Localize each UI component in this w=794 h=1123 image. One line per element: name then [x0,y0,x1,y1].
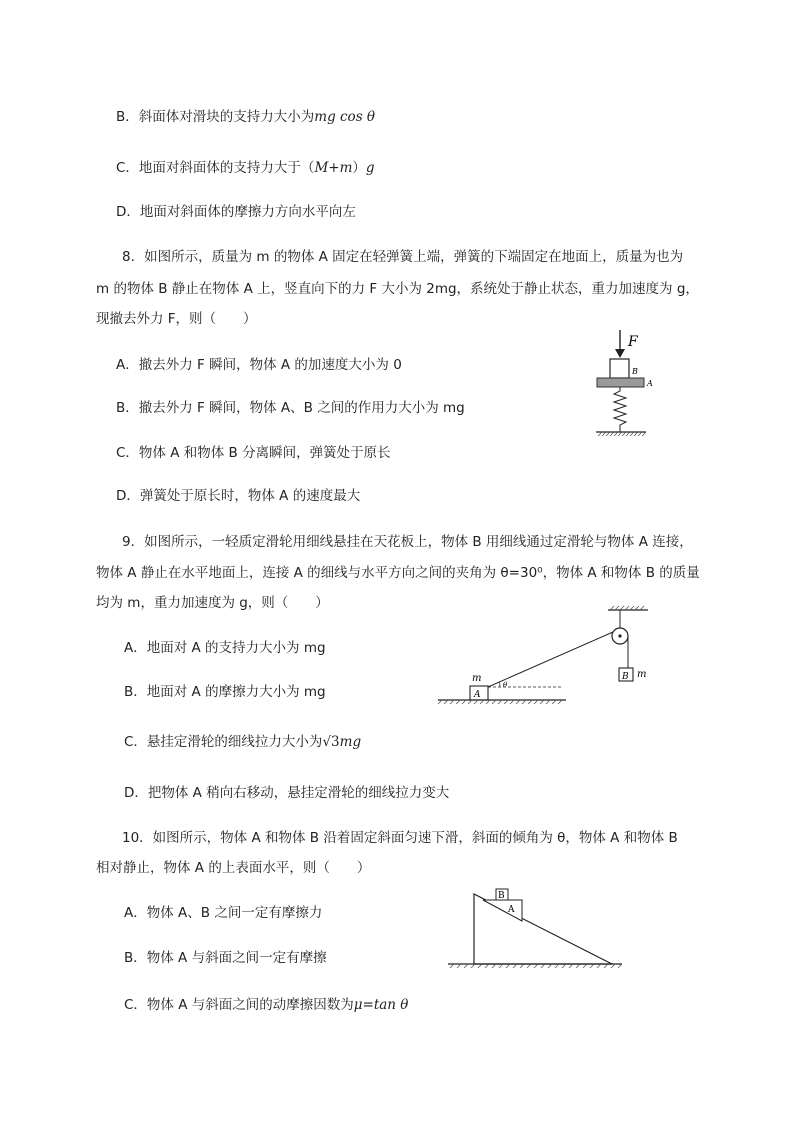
q7-option-b-math: mg cos θ [314,109,376,125]
rope-to-a [488,632,613,687]
angle-arc [499,682,500,687]
q10-option-a: A．物体 A、B 之间一定有摩擦力 [124,905,323,921]
q9-option-d: D．把物体 A 稍向右移动，悬挂定滑轮的细线拉力变大 [124,785,450,801]
q9-option-a: A．地面对 A 的支持力大小为 mg [124,640,326,656]
mass-b-label: m [637,669,647,680]
q8-option-b: B．撤去外力 F 瞬间，物体 A、B 之间的作用力大小为 mg [116,400,465,416]
q10-mu-math: μ=tan θ [353,997,409,1013]
q8-option-d: D．弹簧处于原长时，物体 A 的速度最大 [116,488,361,504]
q10-option-c: C．物体 A 与斜面之间的动摩擦因数为μ=tan θ [124,997,409,1013]
force-label: F [628,334,638,350]
q9-sqrt3: √3 [322,734,340,750]
q7-option-c: C．地面对斜面体的支持力大于（M+m）g [116,160,375,176]
block-a-label: A [647,379,653,388]
q8-stem-line2: m 的物体 B 静止在物体 A 上，竖直向下的力 F 大小为 2mg，系统处于静止状态，重力加速度为 g， [96,281,699,297]
q8-option-a: A．撤去外力 F 瞬间，物体 A 的加速度大小为 0 [116,357,402,373]
q8-spring-figure [588,326,668,440]
q10-stem-line2: 相对静止，物体 A 的上表面水平，则（ ） [96,860,371,876]
q8-stem-line3: 现撤去外力 F，则（ ） [96,311,257,327]
q9-stem-line2: 物体 A 静止在水平地面上，连接 A 的细线与水平方向之间的夹角为 θ=30⁰，物体 A 和物体 B 的质量 [96,565,700,581]
force-arrow-head [615,349,625,358]
block-b-label: B [498,891,505,901]
block-a-label: A [474,690,481,700]
block-a-label: A [508,905,515,915]
q7-option-c-math: M+m [314,160,353,176]
block-b-label: B [622,672,629,682]
q10-stem-line1: 10．如图所示，物体 A 和物体 B 沿着固定斜面匀速下滑，斜面的倾角为 θ，物体 A 和物体 B [122,830,678,846]
q8-stem-line1: 8．如图所示，质量为 m 的物体 A 固定在轻弹簧上端，弹簧的下端固定在地面上，质量为也为 [122,249,684,265]
q9-option-b: B．地面对 A 的摩擦力大小为 mg [124,684,326,700]
q7-option-b: B．斜面体对滑块的支持力大小为mg cos θ [116,109,376,125]
q9-pulley-figure [434,604,660,710]
ground-hatch [598,432,646,436]
block-a-plate [597,378,644,387]
q9-stem-line1: 9．如图所示，一轻质定滑轮用细线悬挂在天花板上，物体 B 用细线通过定滑轮与物体 A 连接， [122,534,693,550]
spring [614,387,626,432]
q10-incline-figure [448,884,634,974]
q7-option-d: D．地面对斜面体的摩擦力方向水平向左 [116,204,356,220]
block-b [610,359,629,378]
q10-option-b: B．物体 A 与斜面之间一定有摩擦 [124,950,327,966]
q8-option-c: C．物体 A 和物体 B 分离瞬间，弹簧处于原长 [116,445,391,461]
pulley-axle [618,634,621,637]
angle-label: θ [503,681,508,689]
q9-option-c: C．悬挂定滑轮的细线拉力大小为√3mg [124,734,362,750]
block-b-label: B [632,367,638,376]
mass-a-label: m [472,673,482,684]
q9-stem-line3: 均为 m，重力加速度为 g，则（ ） [96,595,329,611]
